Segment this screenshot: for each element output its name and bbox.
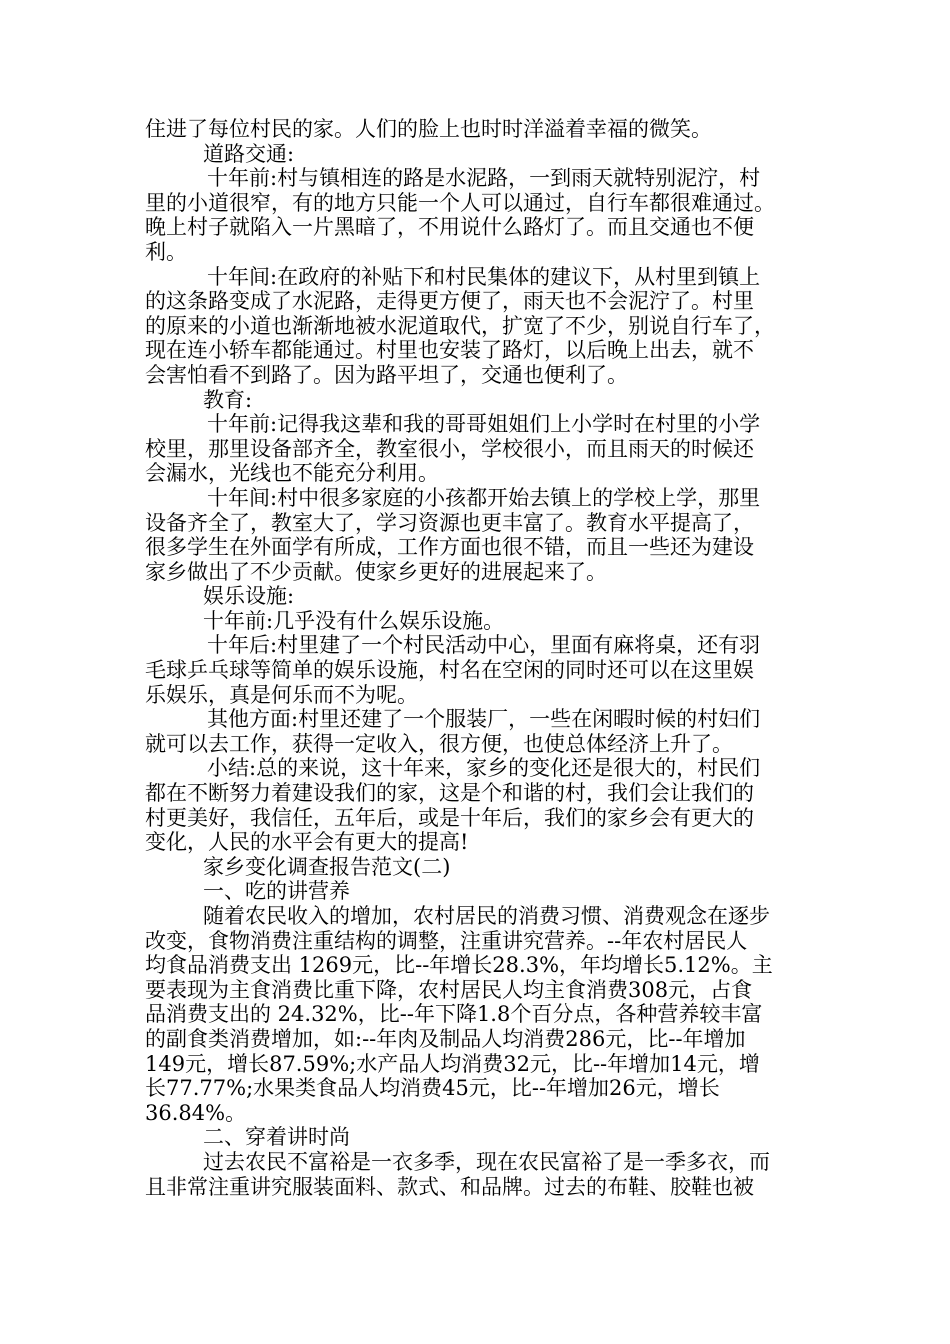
paragraph-start: 十年后:村里建了一个村民活动中心，里面有麻将桌，还有羽 bbox=[207, 633, 761, 658]
paragraph-start: 十年间:村中很多家庭的小孩都开始去镇上的学校上学，那里 bbox=[207, 485, 761, 510]
section-heading: 教育: bbox=[203, 387, 253, 412]
text-line: 很多学生在外面学有所成，工作方面也很不错，而且一些还为建设 bbox=[145, 535, 754, 560]
text-line: 的副食类消费增加，如:--年肉及制品人均消费286元，比--年增加 bbox=[145, 1026, 746, 1051]
text-line: 变化，人民的水平会有更大的提高! bbox=[145, 830, 469, 855]
text-line: 利。 bbox=[145, 239, 187, 264]
text-line: 且非常注重讲究服装面料、款式、和品牌。过去的布鞋、胶鞋也被 bbox=[145, 1174, 754, 1199]
text-line: 会漏水，光线也不能充分利用。 bbox=[145, 461, 439, 486]
text-line: 村更美好，我信任，五年后，或是十年后，我们的家乡会有更大的 bbox=[145, 805, 754, 830]
text-line: 均食品消费支出 1269元，比--年增长28.3%，年均增长5.12%。主 bbox=[145, 953, 773, 978]
text-line: 的这条路变成了水泥路，走得更方便了，雨天也不会泥泞了。村里 bbox=[145, 289, 754, 314]
section-heading: 二、穿着讲时尚 bbox=[203, 1125, 350, 1150]
document-subtitle: 家乡变化调查报告范文(二) bbox=[203, 854, 451, 879]
text-line: 品消费支出的 24.32%，比--年下降1.8个百分点，各种营养较丰富 bbox=[145, 1002, 763, 1027]
text-line: 长77.77%;水果类食品人均消费45元，比--年增加26元，增长 bbox=[145, 1076, 720, 1101]
text-line: 就可以去工作，获得一定收入，很方便，也使总体经济上升了。 bbox=[145, 731, 733, 756]
paragraph-start: 小结:总的来说，这十年来，家乡的变化还是很大的，村民们 bbox=[207, 756, 761, 781]
text-line: 要表现为主食消费比重下降，农村居民人均主食消费308元，占食 bbox=[145, 977, 753, 1002]
paragraph-start: 十年前:记得我这辈和我的哥哥姐姐们上小学时在村里的小学 bbox=[207, 412, 761, 437]
paragraph-start: 随着农民收入的增加，农村居民的消费习惯、消费观念在逐步 bbox=[203, 904, 770, 928]
paragraph-start: 其他方面:村里还建了一个服装厂，一些在闲暇时候的村妇们 bbox=[207, 707, 761, 732]
section-heading: 道路交通: bbox=[203, 141, 295, 166]
document-page bbox=[145, 117, 805, 1199]
text-line: 设备齐全了，教室大了，学习资源也更丰富了。教育水平提高了， bbox=[145, 510, 754, 535]
text-line: 都在不断努力着建设我们的家，这是个和谐的村，我们会让我们的 bbox=[145, 781, 754, 806]
paragraph-start: 十年前:村与镇相连的路是水泥路，一到雨天就特别泥泞，村 bbox=[207, 166, 761, 191]
text-line: 乐娱乐，真是何乐而不为呢。 bbox=[145, 682, 418, 707]
text-line: 校里，那里设备部齐全，教室很小，学校很小，而且雨天的时候还 bbox=[145, 436, 754, 461]
text-line: 36.84%。 bbox=[145, 1100, 247, 1125]
text-line: 里的小道很窄，有的地方只能一个人可以通过，自行车都很难通过。 bbox=[145, 190, 775, 215]
text-line: 毛球乒乓球等简单的娱乐设施，村名在空闲的同时还可以在这里娱 bbox=[145, 658, 754, 683]
text-line: 会害怕看不到路了。因为路平坦了，交通也便利了。 bbox=[145, 362, 628, 387]
text-line: 现在连小轿车都能通过。村里也安装了路灯，以后晚上出去，就不 bbox=[145, 338, 754, 363]
section-heading: 娱乐设施: bbox=[203, 584, 295, 609]
text-line: 家乡做出了不少贡献。使家乡更好的进展起来了。 bbox=[145, 559, 607, 584]
text-line: 149元，增长87.59%;水产品人均消费32元，比--年增加14元，增 bbox=[145, 1051, 760, 1076]
text-line: 改变，食物消费注重结构的调整，注重讲究营养。--年农村居民人 bbox=[145, 928, 748, 953]
section-heading: 一、吃的讲营养 bbox=[203, 879, 350, 904]
paragraph-start: 过去农民不富裕是一衣多季，现在农民富裕了是一季多衣，而 bbox=[203, 1149, 770, 1174]
paragraph-start: 十年间:在政府的补贴下和村民集体的建议下，从村里到镇上 bbox=[207, 264, 761, 289]
paragraph-start: 十年前:几乎没有什么娱乐设施。 bbox=[203, 608, 505, 633]
text-line: 晚上村子就陷入一片黑暗了，不用说什么路灯了。而且交通也不便 bbox=[145, 215, 754, 240]
text-line: 住进了每位村民的家。人们的脸上也时时洋溢着幸福的微笑。 bbox=[145, 117, 712, 141]
text-line: 的原来的小道也渐渐地被水泥道取代，扩宽了不少，别说自行车了， bbox=[145, 313, 775, 338]
